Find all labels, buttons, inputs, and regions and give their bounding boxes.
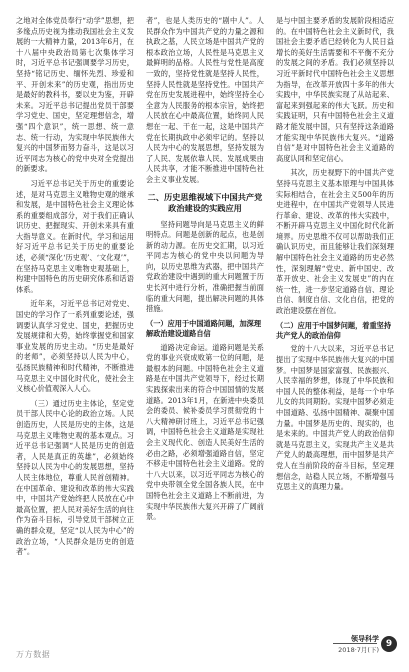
- text-columns: [16, 16, 394, 630]
- subsection-heading: （二）应用于中国梦问题，着重坚持共产党人的政治信仰: [276, 320, 392, 341]
- watermark-text: 万方数据: [16, 650, 51, 659]
- body-paragraph: 之地对全体党员奉行“动学”思想，把多缘点历史视为推动我国社会主义发展的一大精神力量，2013年6月，在十八届中央政治局第七次集体学习时，习近平总书记强调要学习历史，坚持“铭记历史、缅怀先烈、珍爱和平、开创未来”的历史观，指出历史是最好的教科书，要以史为鉴，开辟未来。习近平总书记提出党员干部要学习党史、国史，坚定理想信念，增强“四个意识”，统一思想、统一意志、统一行动，为实现中华民族伟大复兴的中国梦而努力奋斗，这是以习近平同志为核心的党中央对全党提出的新要求。: [16, 16, 134, 174]
- column-1: [16, 16, 134, 630]
- body-paragraph: 近年来，习近平总书记对党史、国史的学习作了一系列重要论述，强调要认真学习党史、国史，把握历史发展规律和大势，始终掌握党和国家事业发展的历史主动。“历史是最好的老师”，必须坚持以人民为中心，弘扬民族精神和时代精神，不断推进马克思主义中国化时代化，使社会主义核心价值观深入人心。: [16, 299, 134, 394]
- body-paragraph: 其次，历史视野下的中国共产党坚持马克思主义基本原理与中国具体实际相结合，在社会主义500年的历史进程中，在中国共产党领导人民进行革命、建设、改革的伟大实践中，不断开辟马克思主义中国化时代化新境界。历史思维不仅可以帮助我们正确认识历史，而且能够让我们深刻理解中国特色社会主义道路的历史必然性，深刻理解“党史、新中国史、改革开放史、社会主义发展史”的内在统一性，进一步坚定道路自信、理论自信、制度自信、文化自信，把党的政治建设摆在首位。: [276, 168, 394, 316]
- footer-divider: [333, 643, 377, 644]
- section-heading: 二、历史思维视域下中国共产党政治建设的实践应用: [147, 191, 263, 213]
- body-paragraph: 坚持问题导向是马克思主义的鲜明特点。问题是创新的起点，也是创新的动力源。在历史交汇期，以习近平同志为核心的党中央以问题为导向，以历史思维为武器，把中国共产党政治建设中遇到的重大问题置于历史长河中进行分析，准确把握当前面临的重大问题，提出解决问题的具体措施。: [146, 219, 264, 314]
- subsection-heading: （一）应用于中国道路问题，加深理解政治建设道路自信: [146, 318, 262, 339]
- column-3: [276, 16, 394, 630]
- journal-footer-badge: [327, 634, 397, 662]
- body-paragraph: （三）通过历史主体论，坚定党员干部人民中心论的政治立场。人民创造历史，人民是历史的主体，这是马克思主义唯物史观的基本观点。习近平总书记强调“人民是历史的创造者，人民是真正的英雄”，必须始终坚持以人民为中心的发展思想，坚持人民主体地位，尊重人民首创精神。在中国革命、建设和改革的伟大实践中，中国共产党始终把人民放在心中最高位置，把人民对美好生活的向往作为奋斗目标，引导党员干部树立正确的群众观，坚定“以人民为中心”的政治立场，“人民群众是历史的创造者”。: [16, 398, 134, 557]
- page-number: 9: [381, 636, 397, 652]
- body-paragraph: 道路决定命运。道路问题是关系党的事业兴衰成败第一位的问题，是最根本的问题。中国特色社会主义道路是在中国共产党领导下，经过长期实践探索出来的符合中国国情的发展道路。2013年1月，在新进中央委员会的委员、候补委员学习贯彻党的十八大精神研讨班上，习近平总书记强调，中国特色社会主义道路是实现社会主义现代化、创造人民美好生活的必由之路，必须增强道路自信，坚定不移走中国特色社会主义道路。党的十八大以来，以习近平同志为核心的党中央带领全党全国各族人民，在中国特色社会主义道路上不断前进，为实现中华民族伟大复兴开辟了广阔前景。: [146, 342, 264, 522]
- column-2: [146, 16, 264, 630]
- body-paragraph: 党的十八大以来，习近平总书记提出了实现中华民族伟大复兴的中国梦。中国梦是国家富强、民族振兴、人民幸福的梦想，体现了中华民族和中国人民的整体利益，是每一个中华儿女的共同期盼。实现中国梦必须走中国道路、弘扬中国精神、凝聚中国力量。中国梦是历史的、现实的，也是未来的。中国共产党人的政治信仰就是马克思主义，实现共产主义是共产党人的最高理想，而中国梦是共产党人在当前阶段的奋斗目标，坚定理想信念，站稳人民立场，不断增强马克思主义的真理力量。: [276, 344, 394, 492]
- body-paragraph: 是与中国主要矛盾的发展阶段相适应的。在中国特色社会主义新时代，我国社会主要矛盾已经转化为人民日益增长的美好生活需要和不平衡不充分的发展之间的矛盾。我们必须坚持以习近平新时代中国特色社会主义思想为指导，在改革开放四十多年的伟大实践中，中华民族实现了从站起来、富起来到强起来的伟大飞跃。历史和实践证明，只有中国特色社会主义道路才能发展中国，只有坚持这条道路才能实现中华民族伟大复兴。“道路自信”是对中国特色社会主义道路的高度认同和坚定信心。: [276, 16, 394, 163]
- body-paragraph: 习近平总书记关于历史的重要论述，是对马克思主义唯物史观的继承和发展，是中国特色社会主义理论体系的重要组成部分，对于我们正确认识历史、把握现实、开创未来具有重大指导意义。在新时代，学习和运用好习近平总书记关于历史的重要论述，必须“深化‘历史观’、‘文化观’”，在坚持马克思主义唯物史观基础上，构建中国特色的历史研究体系和话语体系。: [16, 178, 134, 294]
- page-footer: [16, 634, 397, 662]
- body-paragraph: 者”，也是人类历史的“剧中人”。人民群众作为中国共产党的力量之源和执政之基，人民立场是中国共产党的根本政治立场，人民性是马克思主义最鲜明的品格。人民性与党性是高度一致的，坚持党性就是坚持人民性，坚持人民性就是坚持党性。中国共产党在历史发展进程中，始终坚持全心全意为人民服务的根本宗旨，始终把人民放在心中最高位置，始终同人民想在一起、干在一起，这是中国共产党在长期执政中必须牢记的。坚持以人民为中心的发展思想，坚持发展为了人民、发展依靠人民、发展成果由人民共享，才能不断推进中国特色社会主义事业发展。: [146, 16, 264, 184]
- issue-date: 2018·7月(下): [338, 646, 379, 654]
- journal-name: 领导科学: [351, 635, 379, 643]
